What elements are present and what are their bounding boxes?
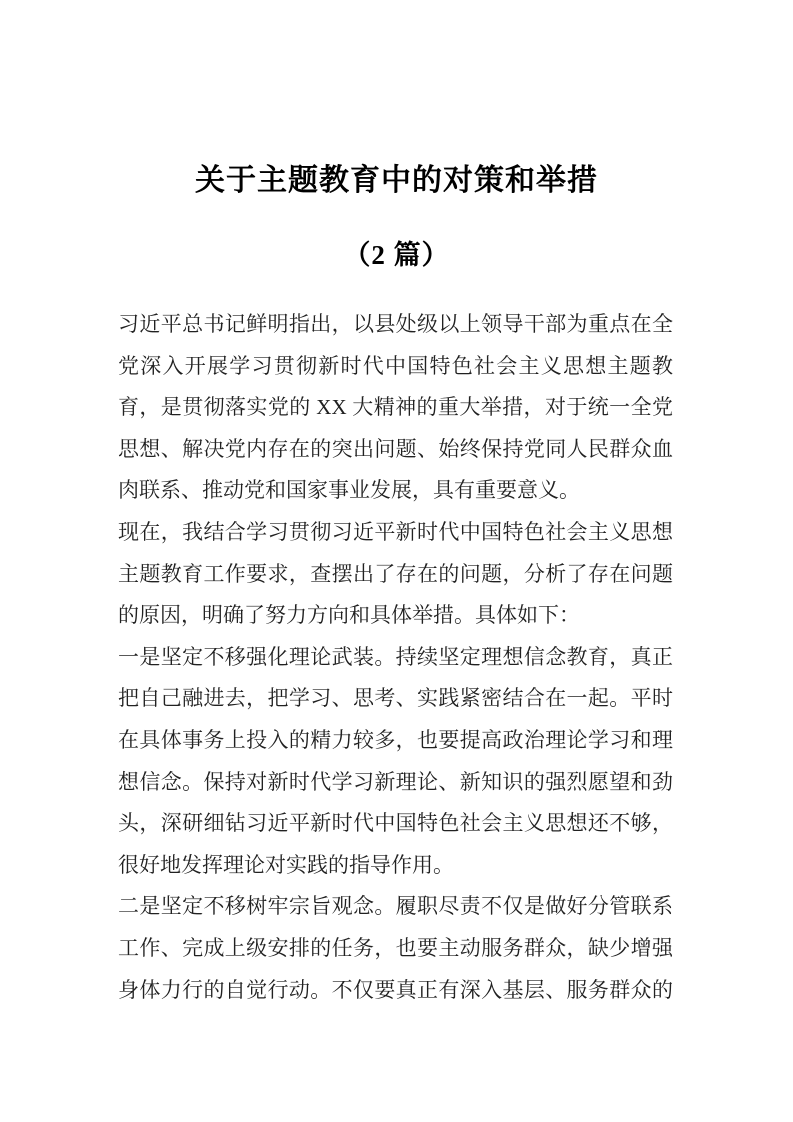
body-line: 身体力行的自觉行动。不仅要真正有深入基层、服务群众的 bbox=[118, 977, 673, 1002]
body-line: 在具体事务上投入的精力较多，也要提高政治理论学习和理 bbox=[118, 727, 673, 752]
body-line: 现在，我结合学习贯彻习近平新时代中国特色社会主义思想 bbox=[118, 519, 673, 544]
body-line: 想信念。保持对新时代学习新理论、新知识的强烈愿望和劲 bbox=[118, 769, 673, 794]
document-title: 关于主题教育中的对策和举措 bbox=[195, 164, 598, 197]
body-line: 党深入开展学习贯彻新时代中国特色社会主义思想主题教 bbox=[118, 353, 673, 378]
body-line: 肉联系、推动党和国家事业发展，具有重要意义。 bbox=[118, 478, 580, 503]
document-subtitle: （2 篇） bbox=[343, 240, 450, 270]
body-line: 头，深研细钻习近平新时代中国特色社会主义思想还不够， bbox=[118, 811, 673, 836]
body-line: 育，是贯彻落实党的 XX 大精神的重大举措，对于统一全党 bbox=[118, 395, 673, 420]
paragraph-2 bbox=[118, 512, 673, 637]
paragraph-4 bbox=[118, 886, 673, 1011]
body-line: 把自己融进去，把学习、思考、实践紧密结合在一起。平时 bbox=[118, 686, 673, 711]
paragraph-3 bbox=[118, 637, 673, 887]
body-line: 一是坚定不移强化理论武装。持续坚定理想信念教育，真正 bbox=[118, 644, 673, 669]
body-line: 思想、解决党内存在的突出问题、始终保持党同人民群众血 bbox=[118, 436, 673, 461]
body-line: 主题教育工作要求，查摆出了存在的问题，分析了存在问题 bbox=[118, 561, 673, 586]
paragraph-1 bbox=[118, 304, 673, 512]
body-line: 工作、完成上级安排的任务，也要主动服务群众，缺少增强 bbox=[118, 935, 673, 960]
body-line: 习近平总书记鲜明指出，以县处级以上领导干部为重点在全 bbox=[118, 312, 673, 336]
document-body bbox=[118, 304, 673, 1011]
body-line: 二是坚定不移树牢宗旨观念。履职尽责不仅是做好分管联系 bbox=[118, 894, 673, 919]
body-line: 的原因，明确了努力方向和具体举措。具体如下： bbox=[118, 603, 580, 628]
body-line: 很好地发挥理论对实践的指导作用。 bbox=[118, 852, 454, 877]
